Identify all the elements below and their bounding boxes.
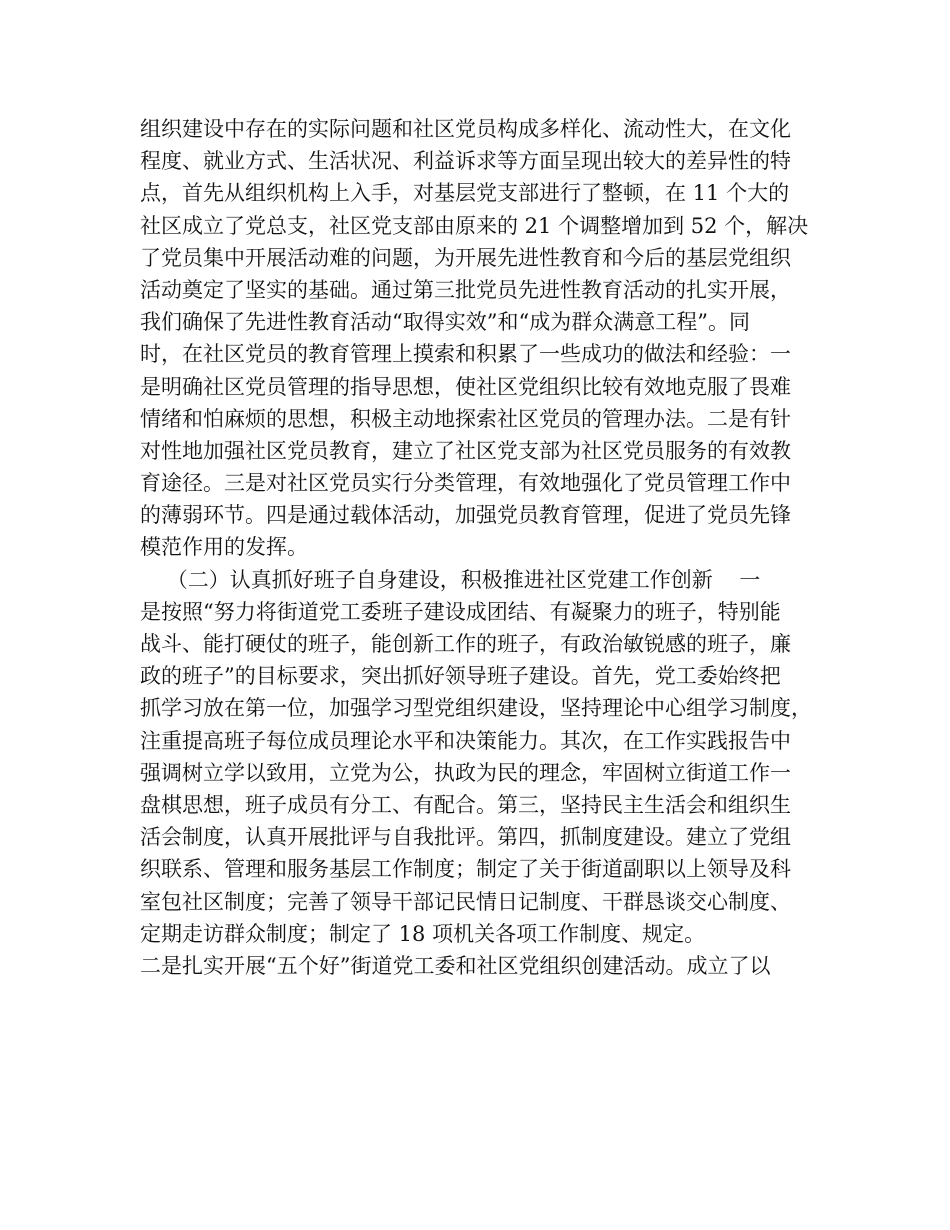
text-line: 了党员集中开展活动难的问题，为开展先进性教育和今后的基层党组织 [140, 245, 791, 270]
text-line: 战斗、能打硬仗的班子，能创新工作的班子，有政治敏锐感的班子，廉 [140, 632, 791, 656]
text-line: 我们确保了先进性教育活动“取得实效”和“成为群众满意工程”。同 [140, 310, 750, 335]
text-line: 组织建设中存在的实际问题和社区党员构成多样化、流动性大，在文化 [140, 117, 791, 141]
text-line: 定期走访群众制度；制定了 18 项机关各项工作制度、规定。 [140, 921, 706, 946]
text-line: 点，首先从组织机构上入手，对基层党支部进行了整顿，在 11 个大的 [140, 181, 790, 206]
text-line: 政的班子”的目标要求，突出抓好领导班子建设。首先，党工委始终把 [140, 664, 781, 689]
body-text [140, 113, 830, 982]
text-line: 二是扎实开展“五个好”街道党工委和社区党组织创建活动。成立了以 [140, 953, 771, 978]
text-line: 注重提高班子每位成员理论水平和决策能力。其次，在工作实践报告中 [140, 728, 791, 753]
text-line: 是明确社区党员管理的指导思想，使社区党组织比较有效地克服了畏难 [140, 374, 791, 399]
text-line: 模范作用的发挥。 [140, 535, 308, 560]
text-line: 对性地加强社区党员教育，建立了社区党支部为社区党员服务的有效教 [140, 438, 791, 463]
text-line: 是按照“努力将街道党工委班子建设成团结、有凝聚力的班子，特别能 [140, 599, 781, 624]
text-line: 盘棋思想，班子成员有分工、有配合。第三，坚持民主生活会和组织生 [140, 792, 791, 817]
text-line: 活动奠定了坚实的基础。通过第三批党员先进性教育活动的扎实开展， [140, 277, 791, 302]
text-line: 时，在社区党员的教育管理上摸索和积累了一些成功的做法和经验：一 [140, 342, 791, 367]
text-line: 的薄弱环节。四是通过载体活动，加强党员教育管理，促进了党员先锋 [140, 503, 791, 528]
text-line: 活会制度，认真开展批评与自我批评。第四，抓制度建设。建立了党组 [140, 825, 791, 850]
section-heading-line: （二）认真抓好班子自身建设，积极推进社区党建工作创新 一 [140, 567, 761, 592]
text-line: 程度、就业方式、生活状况、利益诉求等方面呈现出较大的差异性的特 [140, 149, 791, 174]
text-line: 情绪和怕麻烦的思想，积极主动地探索社区党员的管理办法。二是有针 [140, 406, 791, 431]
text-line: 育途径。三是对社区党员实行分类管理，有效地强化了党员管理工作中 [140, 471, 791, 496]
text-line: 抓学习放在第一位，加强学习型党组织建设，坚持理论中心组学习制度， [140, 696, 812, 721]
text-line: 室包社区制度；完善了领导干部记民情日记制度、干群恳谈交心制度、 [140, 889, 791, 914]
text-line: 强调树立学以致用，立党为公，执政为民的理念，牢固树立街道工作一 [140, 760, 791, 785]
text-line: 社区成立了党总支，社区党支部由原来的 21 个调整增加到 52 个，解决 [140, 213, 809, 238]
text-line: 织联系、管理和服务基层工作制度；制定了关于街道副职以上领导及科 [140, 857, 791, 882]
